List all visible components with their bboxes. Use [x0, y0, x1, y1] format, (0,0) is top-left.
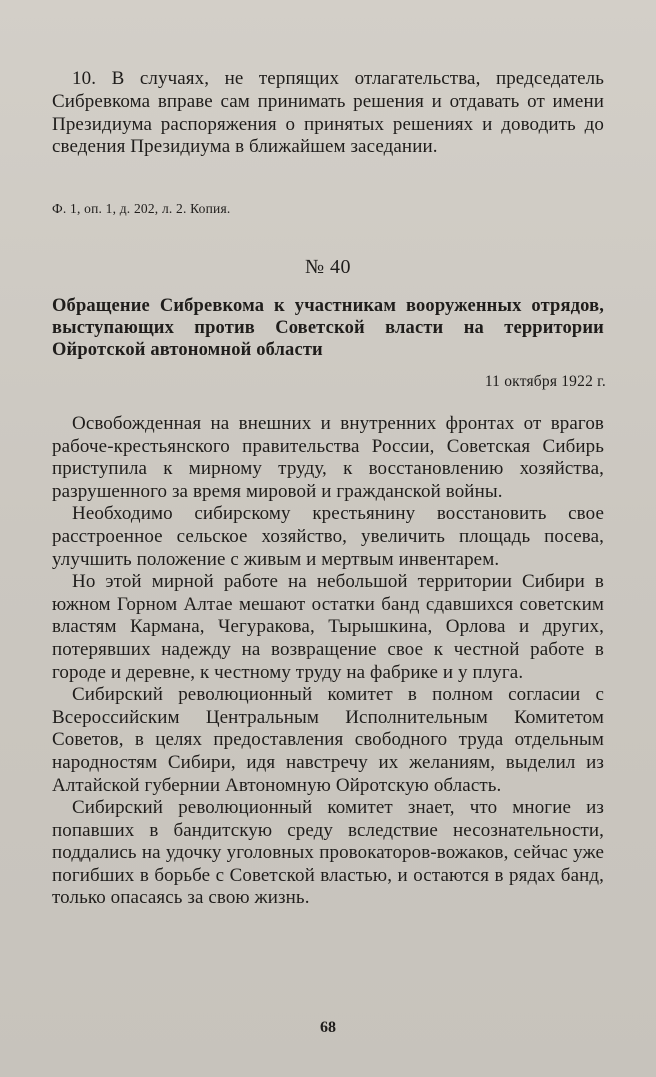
body-paragraph-3: Но этой мирной работе на небольшой территории Сибири в южном Горном Алтае мешают остатки банд сдавшихся советским властям Кармана, Чегуракова, Тырышкина, Орлова и других, потерявших надежду на возвращение свое к честной работе в городе и деревне, к честному труду на фабрике и у плуга. [52, 571, 604, 683]
clause-10-text: 10. В случаях, не терпящих отлагательства, председатель Сибревкома вправе сам принимать решения и отдавать от имени Президиума распоряжения о принятых решениях и доводить до сведения Президиума в ближайшем заседании. [52, 68, 604, 158]
body-paragraph-5: Сибирский революционный комитет знает, что многие из попавших в бандитскую среду вследствие несознательности, поддались на удочку уголовных провокаторов-вожаков, сейчас уже погибших в борьбе с Советской властью, и остаются в рядах банд, только опасаясь за свою жизнь. [52, 797, 604, 909]
document-title: Обращение Сибревкома к участникам вооруженных отрядов, выступающих против Советской власти на территории Ойротской автономной области [52, 296, 604, 360]
archive-source-note: Ф. 1, оп. 1, д. 202, л. 2. Копия. [52, 201, 231, 216]
clause-10-block [52, 68, 604, 159]
body-paragraph-2: Необходимо сибирскому крестьянину восстановить свое расстроенное сельское хозяйство, увеличить площадь посева, улучшить положение с живым и мертвым инвентарем. [52, 503, 604, 570]
document-number: № 40 [304, 256, 352, 278]
body-paragraph-4: Сибирский революционный комитет в полном согласии с Всероссийским Центральным Исполнительным Комитетом Советов, в целях предоставления свободного труда отдельным народностям Сибири, идя навстречу их желаниям, выделил из Алтайской губернии Автономную Ойротскую область. [52, 684, 604, 796]
document-body [52, 413, 604, 910]
page-number: 68 [320, 1019, 336, 1036]
body-paragraph-1: Освобожденная на внешних и внутренних фронтах от врагов рабоче-крестьянского правительства России, Советская Сибирь приступила к мирному труду, к восстановлению хозяйства, разрушенного за время мировой и гражданской войны. [52, 413, 604, 502]
document-date: 11 октября 1922 г. [484, 373, 606, 390]
